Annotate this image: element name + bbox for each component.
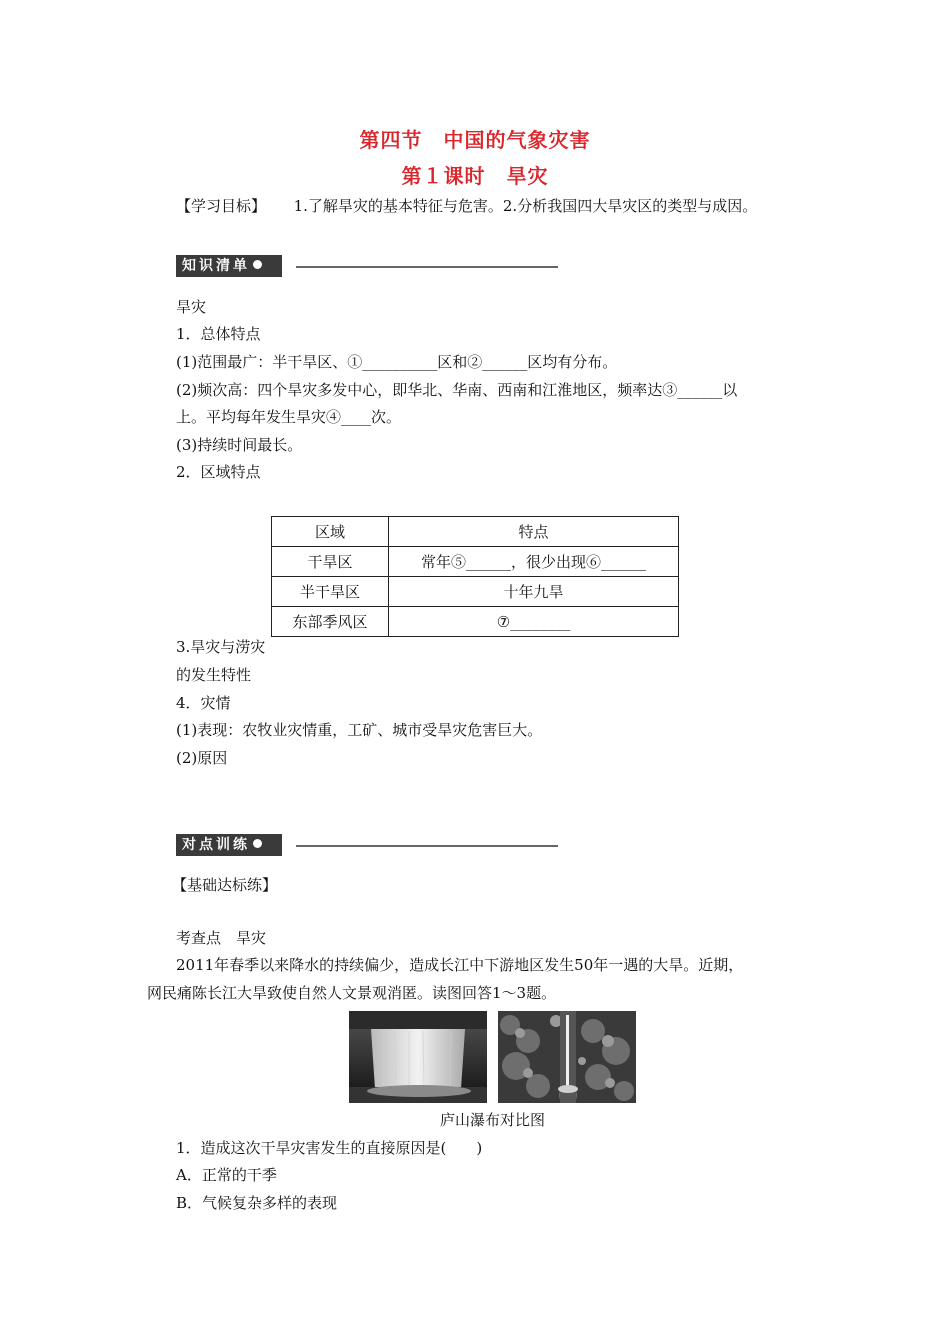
line-disaster: 4．灾情: [176, 694, 231, 712]
learning-goals: [176, 196, 757, 216]
line-frequency-cont: 上。平均每年发生旱灾④____次。: [176, 408, 402, 426]
waterfall-photo-before: [349, 1011, 487, 1103]
topic-line: 考查点 旱灾: [176, 929, 267, 947]
line-drought-flood-cont: 的发生特性: [176, 666, 252, 684]
row-region: 干旱区: [272, 547, 389, 577]
row-region: 东部季风区: [272, 607, 389, 637]
waterfall-photo-after: [498, 1011, 636, 1103]
line-manifestation: (1)表现：农牧业灾情重，工矿、城市受旱灾危害巨大。: [176, 721, 543, 739]
header-feature: 特点: [389, 517, 679, 547]
option-a[interactable]: A．正常的干季: [176, 1166, 277, 1184]
line-drought-flood: 3.旱灾与涝灾: [176, 638, 266, 656]
waterfall-before-image: [349, 1011, 487, 1103]
row-feature: 常年⑤______，很少出现⑥______: [389, 547, 679, 577]
goal-text: 1.了解旱灾的基本特征与危害。2.分析我国四大旱灾区的类型与成因。: [293, 197, 758, 215]
lesson-title: 第１课时 旱灾: [401, 164, 549, 188]
waterfall-after-image: [498, 1011, 636, 1103]
banner-rule: [296, 266, 558, 268]
line-duration: (3)持续时间最长。: [176, 436, 303, 454]
option-b[interactable]: B．气候复杂多样的表现: [176, 1194, 338, 1212]
table-row: [272, 607, 679, 637]
basic-practice-heading: 【基础达标练】: [172, 876, 278, 894]
bullet-dot-icon: [253, 839, 262, 848]
passage-line-1: 2011年春季以来降水的持续偏少，造成长江中下游地区发生50年一遇的大旱。近期，: [176, 956, 744, 974]
line-frequency: (2)频次高：四个旱灾多发中心，即华北、华南、西南和江淮地区，频率达③______以: [176, 381, 738, 399]
banner-label: 对点训练: [182, 837, 250, 853]
knowledge-heading: 旱灾: [176, 298, 207, 316]
region-feature-table: [271, 516, 679, 637]
banner-label: 知识清单: [182, 258, 250, 274]
goal-label: 【学习目标】: [176, 197, 267, 215]
banner-rule: [296, 845, 558, 847]
line-region: 2．区域特点: [176, 463, 261, 481]
table-row: [272, 547, 679, 577]
table-row: [272, 577, 679, 607]
line-causes: (2)原因: [176, 749, 228, 767]
section-title: 第四节 中国的气象灾害: [359, 128, 591, 152]
photo-caption: 庐山瀑布对比图: [439, 1111, 545, 1129]
row-region: 半干旱区: [272, 577, 389, 607]
knowledge-list-banner: [176, 255, 282, 277]
bullet-dot-icon: [253, 260, 262, 269]
question-1: 1．造成这次干旱灾害发生的直接原因是( ): [176, 1139, 483, 1157]
table-header-row: [272, 517, 679, 547]
row-feature: ⑦________: [389, 607, 679, 637]
practice-banner: [176, 834, 282, 856]
header-region: 区域: [272, 517, 389, 547]
line-overall: 1．总体特点: [176, 325, 261, 343]
line-range: (1)范围最广：半干旱区、①__________区和②______区均有分布。: [176, 353, 618, 371]
row-feature: 十年九旱: [389, 577, 679, 607]
passage-line-2: 网民痛陈长江大旱致使自然人文景观消匿。读图回答1～3题。: [147, 984, 557, 1002]
